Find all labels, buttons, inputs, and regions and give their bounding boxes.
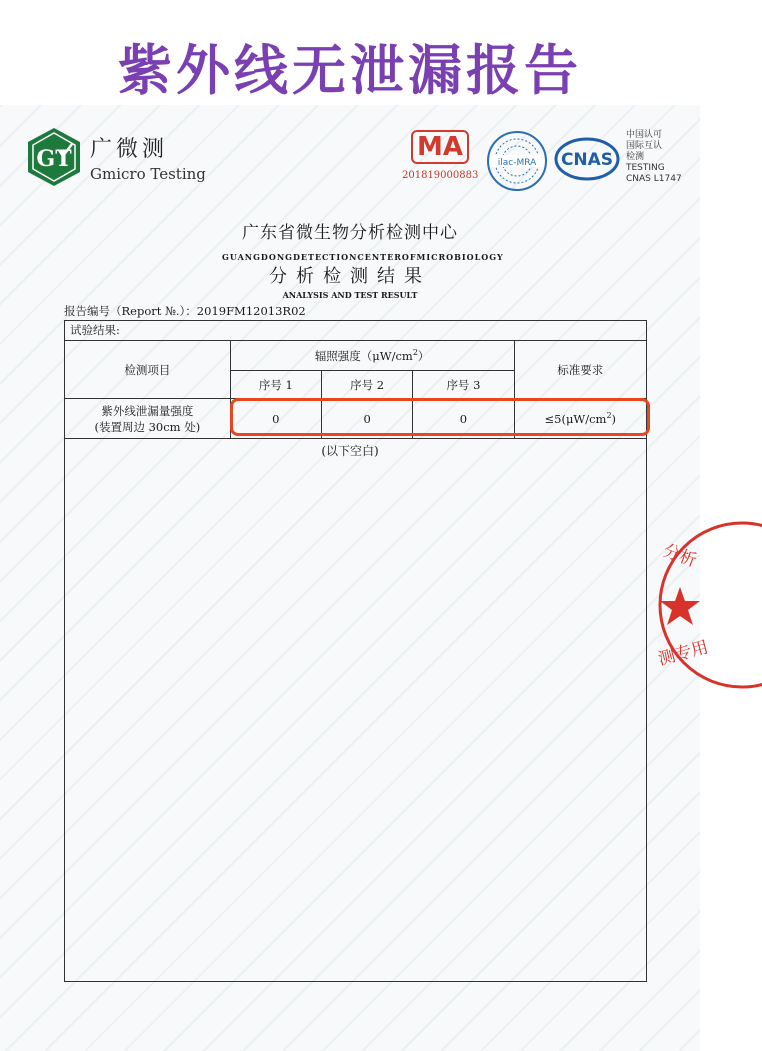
gt-logo-icon xyxy=(26,126,82,188)
org-title-en xyxy=(222,252,504,262)
cnas-info-line: 国际互认 xyxy=(626,141,663,151)
cnas-info-line: 检测 xyxy=(626,152,645,162)
report-number: 报告编号（Report №.）：2019FM12013R02 xyxy=(64,304,306,318)
cnas-info-line: TESTING xyxy=(626,163,665,173)
header-item: 检测项目 xyxy=(65,341,231,399)
org-en-word: GUANGDONG xyxy=(222,252,293,262)
org-title: 广东省微生物分析检测中心 xyxy=(242,223,458,243)
cnas-info-line: 中国认可 xyxy=(626,130,663,140)
row-label: 紫外线泄漏量强度 (装置周边 30cm 处) xyxy=(65,399,231,439)
cnas-info-line: CNAS L1747 xyxy=(626,174,682,184)
red-seal-icon xyxy=(652,515,762,695)
org-en-word: DETECTION xyxy=(292,252,358,262)
header-seq-3: 序号 3 xyxy=(413,371,514,399)
value-cell: 0 xyxy=(322,399,413,439)
svg-text:ilac-MRA: ilac-MRA xyxy=(497,158,537,168)
value-cell: 0 xyxy=(230,399,321,439)
header-seq-1: 序号 1 xyxy=(230,371,321,399)
header-seq-2: 序号 2 xyxy=(322,371,413,399)
result-title-en: ANALYSIS AND TEST RESULT xyxy=(282,290,418,300)
cma-number: 201819000883 xyxy=(402,170,479,181)
value-cell: 0 xyxy=(413,399,514,439)
svg-text:GT: GT xyxy=(36,146,72,172)
header-intensity: 辐照强度$(\mu W/cm^2)$ xyxy=(230,341,514,371)
blank-note: (以下空白) xyxy=(321,444,379,458)
section-label: 试验结果: xyxy=(70,323,120,337)
banner-title: 紫外线无泄漏报告 xyxy=(118,39,582,102)
ilac-mra-icon xyxy=(486,130,548,192)
svg-text:测专用: 测专用 xyxy=(656,637,711,670)
svg-text:CNAS: CNAS xyxy=(560,150,614,170)
org-en-word: OF xyxy=(401,252,417,262)
result-title: 分析检测结果 xyxy=(269,266,431,287)
company-logo xyxy=(26,126,206,188)
certification-marks xyxy=(402,130,682,192)
header-standard: 标准要求 xyxy=(514,341,646,399)
logo-cn-text: 广微测 xyxy=(90,136,169,162)
standard-cell: $\le 5(\mu W/cm^2)$ xyxy=(514,399,646,439)
cma-logo-icon: MA xyxy=(411,130,469,164)
svg-text:分析: 分析 xyxy=(660,540,700,572)
logo-en-text: Gmicro Testing xyxy=(90,164,206,183)
cnas-info xyxy=(626,130,682,185)
highlight-box xyxy=(230,398,650,436)
cma-mark xyxy=(402,130,478,181)
org-en-word: MICROBIOLOGY xyxy=(416,252,504,262)
cnas-logo-icon xyxy=(554,136,620,182)
org-en-word: CENTER xyxy=(357,252,402,262)
